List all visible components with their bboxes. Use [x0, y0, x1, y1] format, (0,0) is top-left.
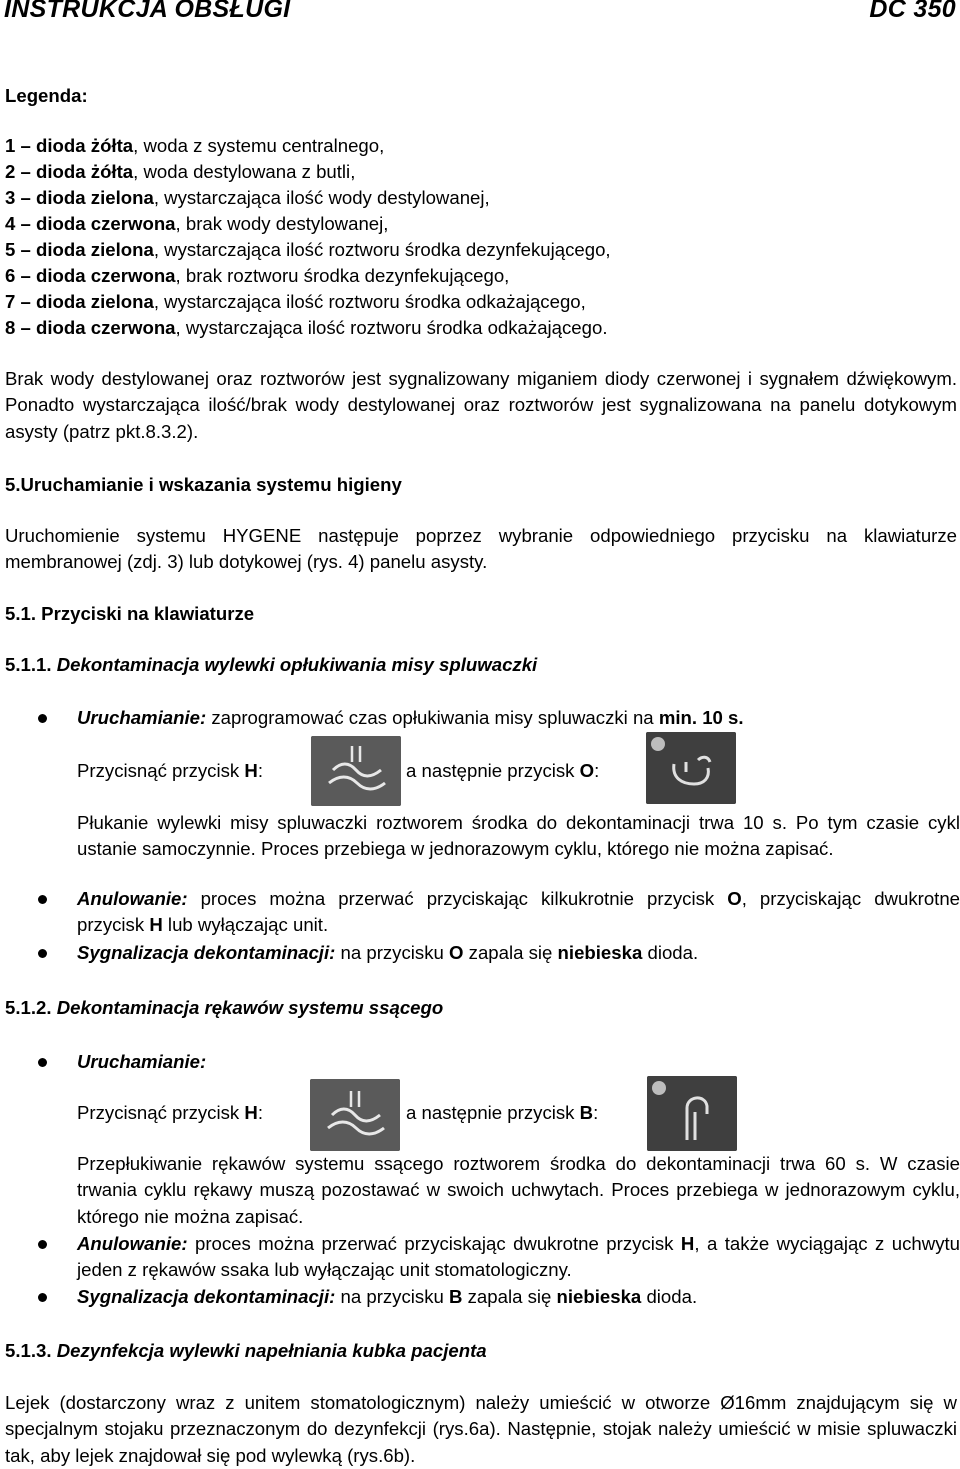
key-letter: H — [149, 914, 163, 936]
legend-item — [5, 237, 611, 263]
legend-item — [5, 159, 355, 185]
legend-description: , brak wody destylowanej, — [175, 213, 389, 234]
signal-text: zapala się — [463, 942, 558, 963]
cancel-text: lub wyłączając unit. — [162, 914, 329, 936]
signal-text: na przycisku — [335, 1286, 450, 1307]
header-title: INSTRUKCJA OBSŁUGI — [4, 0, 291, 23]
legend-description: , wystarczająca ilość roztworu środka dezynfekującego, — [153, 239, 611, 260]
legend-diode: dioda zielona — [36, 239, 154, 260]
press-text: Przycisnąć przycisk — [77, 1102, 245, 1123]
header-model: DC 350 — [869, 0, 956, 23]
legend-diode: dioda zielona — [36, 291, 154, 312]
colon: : — [593, 1102, 599, 1123]
cancel-item-1 — [77, 886, 960, 939]
colon: : — [257, 760, 263, 781]
section-5-1-3-heading — [5, 1338, 487, 1364]
legend-description: , woda destylowana z butli, — [133, 161, 356, 182]
legend-diode: dioda żółta — [36, 161, 134, 182]
bullet — [38, 1058, 47, 1067]
section-number: 5.1.2. — [5, 997, 52, 1018]
section-5-1-1-heading — [5, 652, 537, 678]
section-number: 5.1.3. — [5, 1340, 52, 1361]
cup-spout-key-icon — [646, 732, 736, 804]
start-item-2 — [77, 1049, 960, 1075]
rinse-para-1: Płukanie wylewki misy spluwaczki roztworem środka do dekontaminacji trwa 10 s. Po tym czasie cykl ustanie samoczynnie. Proces przebiega w jednorazowym cyklu, którego nie można zapisać. — [77, 812, 960, 860]
section-5-heading: 5.Uruchamianie i wskazania systemu higieny — [5, 474, 402, 495]
bullet — [38, 949, 47, 958]
cancel-text: , przyciskając dwukrotne przycisk — [77, 888, 960, 936]
legend-description: , woda z systemu centralnego, — [133, 135, 385, 156]
legend-number: 4 – — [5, 213, 31, 234]
hygiene-waves-key-icon — [310, 1079, 400, 1151]
legend-diode: dioda czerwona — [36, 213, 176, 234]
signal-label: Sygnalizacja dekontaminacji: — [77, 1286, 336, 1307]
key-letter: O — [449, 942, 464, 963]
section-title: Dekontaminacja wylewki opłukiwania misy spluwaczki — [56, 654, 538, 675]
press-text: Przycisnąć przycisk — [77, 760, 245, 781]
legend-title: Legenda: — [5, 85, 88, 106]
cancel-label: Anulowanie: — [77, 888, 188, 909]
then-text: a następnie przycisk — [406, 1102, 580, 1123]
signal-color: niebieska — [556, 1286, 642, 1307]
signal-text: zapala się — [462, 1286, 557, 1307]
then-text: a następnie przycisk — [406, 760, 580, 781]
key-letter: B — [579, 1102, 594, 1123]
legend-item — [5, 263, 509, 289]
signal-text: dioda. — [641, 1286, 698, 1307]
legend-description: , wystarczająca ilość wody destylowanej, — [153, 187, 490, 208]
para-alarm: Brak wody destylowanej oraz roztworów jest sygnalizowany miganiem diody czerwonej i sygnałem dźwiękowym. Ponadto wystarczająca ilość/brak wody destylowanej oraz roztworów jest sygnalizowana na panelu dotykowym asysty (patrz pkt.8.3.2). — [5, 368, 957, 442]
then-o-text — [406, 758, 599, 784]
suction-hose-key-icon — [647, 1076, 737, 1151]
section-5-para: Uruchomienie systemu HYGENE następuje poprzez wybranie odpowiedniego przycisku na klawiaturze membranowej (zdj. 3) lub dotykowej (rys. 4) panelu asysty. — [5, 525, 957, 573]
legend-number: 8 – — [5, 317, 31, 338]
section-title: Dezynfekcja wylewki napełniania kubka pacjenta — [56, 1340, 487, 1361]
bullet — [38, 895, 47, 904]
legend-description: , wystarczająca ilość roztworu środka odkażającego. — [175, 317, 608, 338]
legend-number: 3 – — [5, 187, 31, 208]
cancel-item-2 — [77, 1231, 960, 1284]
bullet — [38, 1293, 47, 1302]
legend-description: , wystarczająca ilość roztworu środka odkażającego, — [153, 291, 586, 312]
then-b-text — [406, 1100, 598, 1126]
legend-diode: dioda czerwona — [36, 317, 176, 338]
legend-number: 5 – — [5, 239, 31, 260]
legend-number: 2 – — [5, 161, 31, 182]
hygiene-waves-key-icon — [311, 736, 401, 806]
signal-text: na przycisku — [335, 942, 450, 963]
section-5-1-3-para: Lejek (dostarczony wraz z unitem stomatologicznym) należy umieścić w otworze Ø16mm znajdującym się w specjalnym stojaku przeznaczonym do dezynfekcji (rys.6a). Następnie, stojak należy umieścić w misie spluwaczki tak, aby lejek znajdował się pod wylewką (rys.6b). — [5, 1392, 957, 1466]
legend-diode: dioda zielona — [36, 187, 154, 208]
rinse-para-2: Przepłukiwanie rękawów systemu ssącego roztworem środka do dekontaminacji trwa 60 s. W czasie trwania cyklu rękawy muszą pozostawać w swoich uchwytach. Proces przebiega w jednorazowym cyklu, którego nie można zapisać. — [77, 1153, 960, 1227]
legend-number: 7 – — [5, 291, 31, 312]
section-5-1-2-heading — [5, 995, 443, 1021]
cancel-label: Anulowanie: — [77, 1233, 188, 1254]
colon: : — [594, 760, 600, 781]
page-header — [0, 0, 960, 30]
legend-diode: dioda czerwona — [36, 265, 176, 286]
legend-diode: dioda żółta — [36, 135, 134, 156]
signal-item-1 — [77, 940, 960, 966]
legend-item — [5, 315, 608, 341]
start-item-1 — [77, 705, 960, 731]
key-letter: B — [449, 1286, 463, 1307]
start-label: Uruchamianie: — [77, 1051, 207, 1072]
signal-text: dioda. — [642, 942, 699, 963]
key-letter: O — [579, 760, 595, 781]
key-letter: H — [680, 1233, 695, 1254]
legend-number: 1 – — [5, 135, 31, 156]
cancel-text: proces można przerwać przyciskając dwukrotne przycisk — [187, 1233, 681, 1254]
key-letter: H — [244, 1102, 258, 1123]
bullet — [38, 714, 47, 723]
start-time: min. 10 s. — [658, 707, 744, 728]
legend-description: , brak roztworu środka dezynfekującego, — [175, 265, 510, 286]
colon: : — [257, 1102, 263, 1123]
key-letter: H — [244, 760, 258, 781]
signal-color: niebieska — [557, 942, 643, 963]
legend-number: 6 – — [5, 265, 31, 286]
legend-item — [5, 211, 388, 237]
section-number: 5.1.1. — [5, 654, 52, 675]
bullet — [38, 1240, 47, 1249]
section-title: Dekontaminacja rękawów systemu ssącego — [56, 997, 444, 1018]
legend-item — [5, 185, 490, 211]
signal-label: Sygnalizacja dekontaminacji: — [77, 942, 336, 963]
key-letter: O — [727, 888, 742, 909]
signal-item-2 — [77, 1284, 960, 1310]
legend-item — [5, 133, 384, 159]
section-5-1-heading: 5.1. Przyciski na klawiaturze — [5, 603, 255, 624]
start-text: zaprogramować czas opłukiwania misy spluwaczki na — [206, 707, 659, 728]
cancel-text: , a także wyciągając z uchwytu jeden z rękawów ssaka lub wyłączając unit stomatologiczny. — [77, 1233, 960, 1281]
cancel-text: proces można przerwać przyciskając kilkukrotnie przycisk — [187, 888, 728, 909]
legend-item — [5, 289, 586, 315]
start-label: Uruchamianie: — [77, 707, 207, 728]
